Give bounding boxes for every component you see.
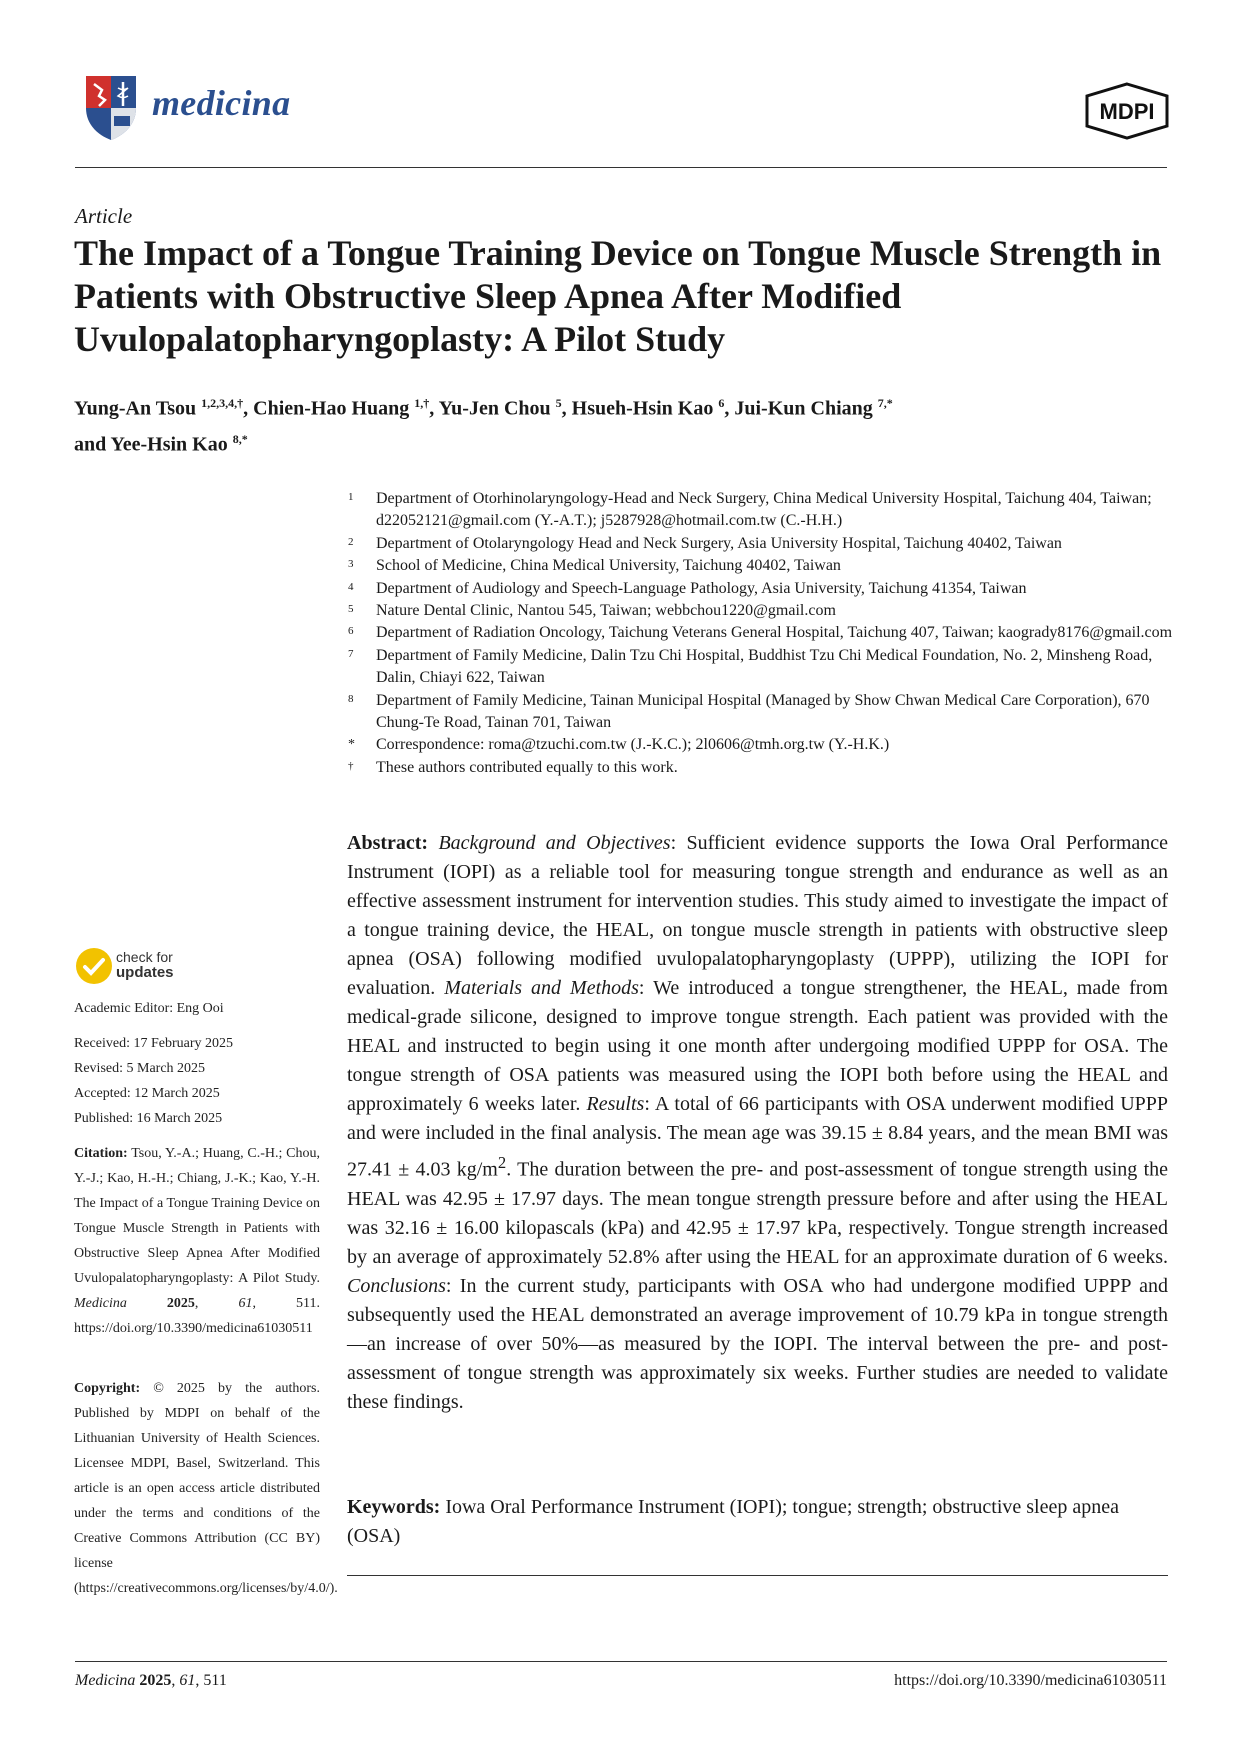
abstract-results-text: : A total of 66 participants with OSA underwent modified UPPP and were included in the final analysis. The mean age was 39.15 ± 8.84 years, and the mean BMI was 27.41 ± 4.03 kg/m: [347, 1093, 1169, 1181]
author-name: Yung-An Tsou: [74, 397, 197, 420]
author-affiliation-marks: 7,*: [877, 396, 893, 410]
article-title: The Impact of a Tongue Training Device on Tongue Muscle Strength in Patients with Obstructive Sleep Apnea After Modified Uvulopalatopharyngoplasty: A Pilot Study: [74, 233, 1162, 359]
author-list: Yung-An Tsou $^{1,2,3,4,\dagger}$, Chien-Hao Huang $^{1,\dagger}$, Yu-Jen Chou $^5$, Hsueh-Hsin Kao $^6$, Jui-Kun Chiang $^{7,*}$ and Yee-Hsin Kao $^{8,*}$: [74, 396, 893, 456]
mdpi-logo-icon: [1083, 82, 1171, 140]
footer-year: 2025: [139, 1672, 172, 1689]
affiliation-number: 5: [348, 603, 354, 616]
abstract-methods-text: : We introduced a tongue strengthener, the HEAL, made from medical-grade silicone, designed to improve tongue strength. Each patient was provided with the HEAL and instructed to begin using it one month after undergoing modified UPPP for OSA. The tongue strength of OSA patients was measured using the IOPI both before using the HEAL and approximately 6 weeks later.: [347, 977, 1168, 1115]
affiliation-number: 1: [348, 491, 354, 503]
correspondence-item: [344, 734, 1174, 756]
affiliation-item: [344, 555, 1174, 577]
affiliation-text: Department of Otorhinolaryngology-Head and Neck Surgery, China Medical University Hospital, Taichung 404, Taiwan; d22052121@gmail.com (Y.-A.T.); j5287928@hotmail.com.tw (C.-H.H.): [376, 490, 1152, 530]
correspondence-text: Correspondence: roma@tzuchi.com.tw (J.-K.C.); 2l0606@tmh.org.tw (Y.-H.K.): [376, 736, 890, 754]
date-received: Received: 17 February 2025: [74, 1036, 234, 1051]
abstract: [347, 829, 1168, 1417]
equal-contribution-note: [344, 757, 1174, 779]
author-affiliation-marks: 1,†: [414, 396, 430, 410]
check-for-updates-label[interactable]: [116, 950, 174, 980]
affiliation-item: [344, 533, 1174, 555]
author-affiliation-marks: 5: [555, 396, 562, 410]
affiliation-number: 8: [348, 692, 354, 705]
abstract-label: Abstract:: [347, 832, 429, 854]
footer-doi-link[interactable]: https://doi.org/10.3390/medicina61030511: [894, 1672, 1167, 1689]
journal-name: medicina: [152, 83, 291, 123]
affiliation-item: [344, 690, 1174, 735]
affiliation-item: [344, 600, 1174, 622]
date-published: Published: 16 March 2025: [74, 1111, 223, 1126]
affiliation-text: Department of Otolaryngology Head and Neck Surgery, Asia University Hospital, Taichung 40402, Taiwan: [376, 534, 1062, 552]
citation-block: Citation: Tsou, Y.-A.; Huang, C.-H.; Chou, Y.-J.; Kao, H.-H.; Chiang, J.-K.; Kao, Y.-H. The Impact of a Tongue Training Device on Tongue Muscle Strength in Patients with Obstructive Sleep Apnea After Modified Uvulopalatopharyngoplasty: A Pilot Study. Medicina 2025, 61, 511. https://doi.org/10.3390/medicina61030511: [74, 1146, 320, 1336]
citation-label: Citation:: [74, 1146, 128, 1161]
author-name: Yee-Hsin Kao: [110, 433, 228, 456]
footer-article-number: , 511: [195, 1672, 227, 1689]
author-name: Hsueh-Hsin Kao: [571, 397, 714, 420]
affiliation-number: 7: [348, 647, 354, 660]
affiliation-number: 2: [348, 535, 354, 548]
affiliation-number: 6: [348, 625, 354, 638]
abstract-background-heading: Background and Objectives: [438, 832, 671, 854]
keywords-text: Iowa Oral Performance Instrument (IOPI); tongue; strength; obstructive sleep apnea (OSA): [347, 1496, 1119, 1547]
abstract-methods-heading: Materials and Methods: [444, 977, 639, 999]
abstract-end-rule: [347, 1575, 1168, 1576]
check-for-updates-line1: check for: [116, 949, 173, 965]
author-name: Yu-Jen Chou: [438, 397, 551, 420]
equal-contribution-text: These authors contributed equally to this work.: [376, 758, 678, 776]
abstract-conclusions-heading: Conclusions: [347, 1274, 446, 1297]
affiliation-text: Department of Family Medicine, Dalin Tzu Chi Hospital, Buddhist Tzu Chi Medical Foundation, No. 2, Minsheng Road, Dalin, Chiayi 622, Taiwan: [376, 646, 1153, 687]
citation-journal: Medicina: [74, 1296, 127, 1311]
keywords-label: Keywords:: [347, 1496, 441, 1518]
affiliation-item: [344, 645, 1174, 690]
copyright-label: Copyright:: [74, 1381, 141, 1396]
affiliation-item: [344, 622, 1174, 644]
article-type: Article: [75, 204, 133, 228]
footer-volume: 61: [179, 1672, 196, 1689]
footer-rule: [75, 1661, 1167, 1662]
affiliation-number: †: [348, 759, 354, 772]
affiliation-text: Department of Radiation Oncology, Taichung Veterans General Hospital, Taichung 407, Taiwan; kaogrady8176@gmail.com: [376, 624, 1173, 642]
citation-text: Tsou, Y.-A.; Huang, C.-H.; Chou, Y.-J.; Kao, H.-H.; Chiang, J.-K.; Kao, Y.-H. The Impact of a Tongue Training Device on Tongue Muscle Strength in Patients with Obstructive Sleep Apnea After Modified Uvulopalatopharyngoplasty: A Pilot Study.: [74, 1146, 320, 1286]
affiliation-item: [344, 488, 1174, 533]
copyright-text: © 2025 by the authors. Published by MDPI on behalf of the Lithuanian University of Health Sciences. Licensee MDPI, Basel, Switzerland. This article is an open access article distributed under the terms and conditions of the Creative Commons Attribution (CC BY) license (https://creativecommons.org/licenses/by/4.0/).: [74, 1381, 338, 1596]
affiliation-number: 3: [348, 558, 354, 571]
abstract-results-heading: Results: [586, 1093, 645, 1115]
abstract-background-text: : Sufficient evidence supports the Iowa Oral Performance Instrument (IOPI) as a reliable tool for measuring tongue strength and endurance as well as an effective assessment instrument for intervention studies. This study aimed to investigate the impact of a tongue training device, the HEAL, on tongue muscle strength in patients with obstructive sleep apnea (OSA) following modified uvulopalatopharyngoplasty (UPPP), utilizing the IOPI for evaluation.: [347, 832, 1169, 999]
medicina-shield-icon: [82, 72, 140, 142]
check-for-updates-icon[interactable]: [74, 946, 114, 986]
header-rule: [75, 167, 1167, 168]
author-name: Jui-Kun Chiang: [734, 397, 873, 420]
footer-citation: Medicina 2025, 61, 511: [75, 1672, 227, 1689]
academic-editor: Academic Editor: Eng Ooi: [74, 1001, 224, 1016]
publisher-logo-text: MDPI: [1099, 99, 1155, 124]
citation-volume: 61: [238, 1296, 253, 1311]
affiliation-text: Department of Family Medicine, Tainan Municipal Hospital (Managed by Show Chwan Medical Care Corporation), 670 Chung-Te Road, Tainan 701, Taiwan: [376, 691, 1150, 732]
abstract-results-superscript: 2: [497, 1153, 507, 1172]
author-affiliation-marks: 8,*: [232, 431, 248, 446]
affiliation-number: *: [348, 737, 355, 753]
affiliation-item: [344, 578, 1174, 600]
date-accepted: Accepted: 12 March 2025: [74, 1086, 220, 1101]
footer-journal: Medicina: [75, 1672, 136, 1689]
keywords: [347, 1493, 1168, 1551]
author-affiliation-marks: 6: [718, 396, 725, 410]
citation-doi[interactable]: , 511. https://doi.org/10.3390/medicina61030511: [74, 1296, 320, 1336]
affiliation-text: Nature Dental Clinic, Nantou 545, Taiwan; webbchou1220@gmail.com: [376, 602, 836, 620]
affiliation-text: School of Medicine, China Medical University, Taichung 40402, Taiwan: [376, 557, 841, 575]
affiliation-text: Department of Audiology and Speech-Language Pathology, Asia University, Taichung 41354, Taiwan: [376, 579, 1027, 597]
date-revised: Revised: 5 March 2025: [74, 1061, 206, 1076]
abstract-conclusions-text: : In the current study, participants with OSA who had undergone modified UPPP and subsequently used the HEAL demonstrated an average improvement of 10.79 kPa in tongue strength—an increase of over 50%—as measured by the IOPI. The interval between the pre- and post-assessment of tongue strength was approximately six weeks. Further studies are needed to validate these findings.: [347, 1274, 1168, 1413]
affiliation-number: 4: [348, 580, 354, 593]
abstract-results-text-cont: . The duration between the pre- and post-assessment of tongue strength using the HEAL was 42.95 ± 17.97 days. The mean tongue strength pressure before and after using the HEAL was 32.16 ± 16.00 kilopascals (kPa) and 42.95 ± 17.97 kPa, respectively. Tongue strength increased by an average of approximately 52.8% after using the HEAL for an approximate duration of 6 weeks.: [347, 1158, 1169, 1268]
copyright-block: [74, 1376, 338, 1601]
check-for-updates-line2: updates: [116, 964, 174, 981]
author-affiliation-marks: 1,2,3,4,†: [201, 396, 244, 410]
affiliation-list: [344, 488, 1174, 779]
author-name: Chien-Hao Huang: [253, 397, 410, 420]
citation-year: 2025: [166, 1296, 195, 1311]
